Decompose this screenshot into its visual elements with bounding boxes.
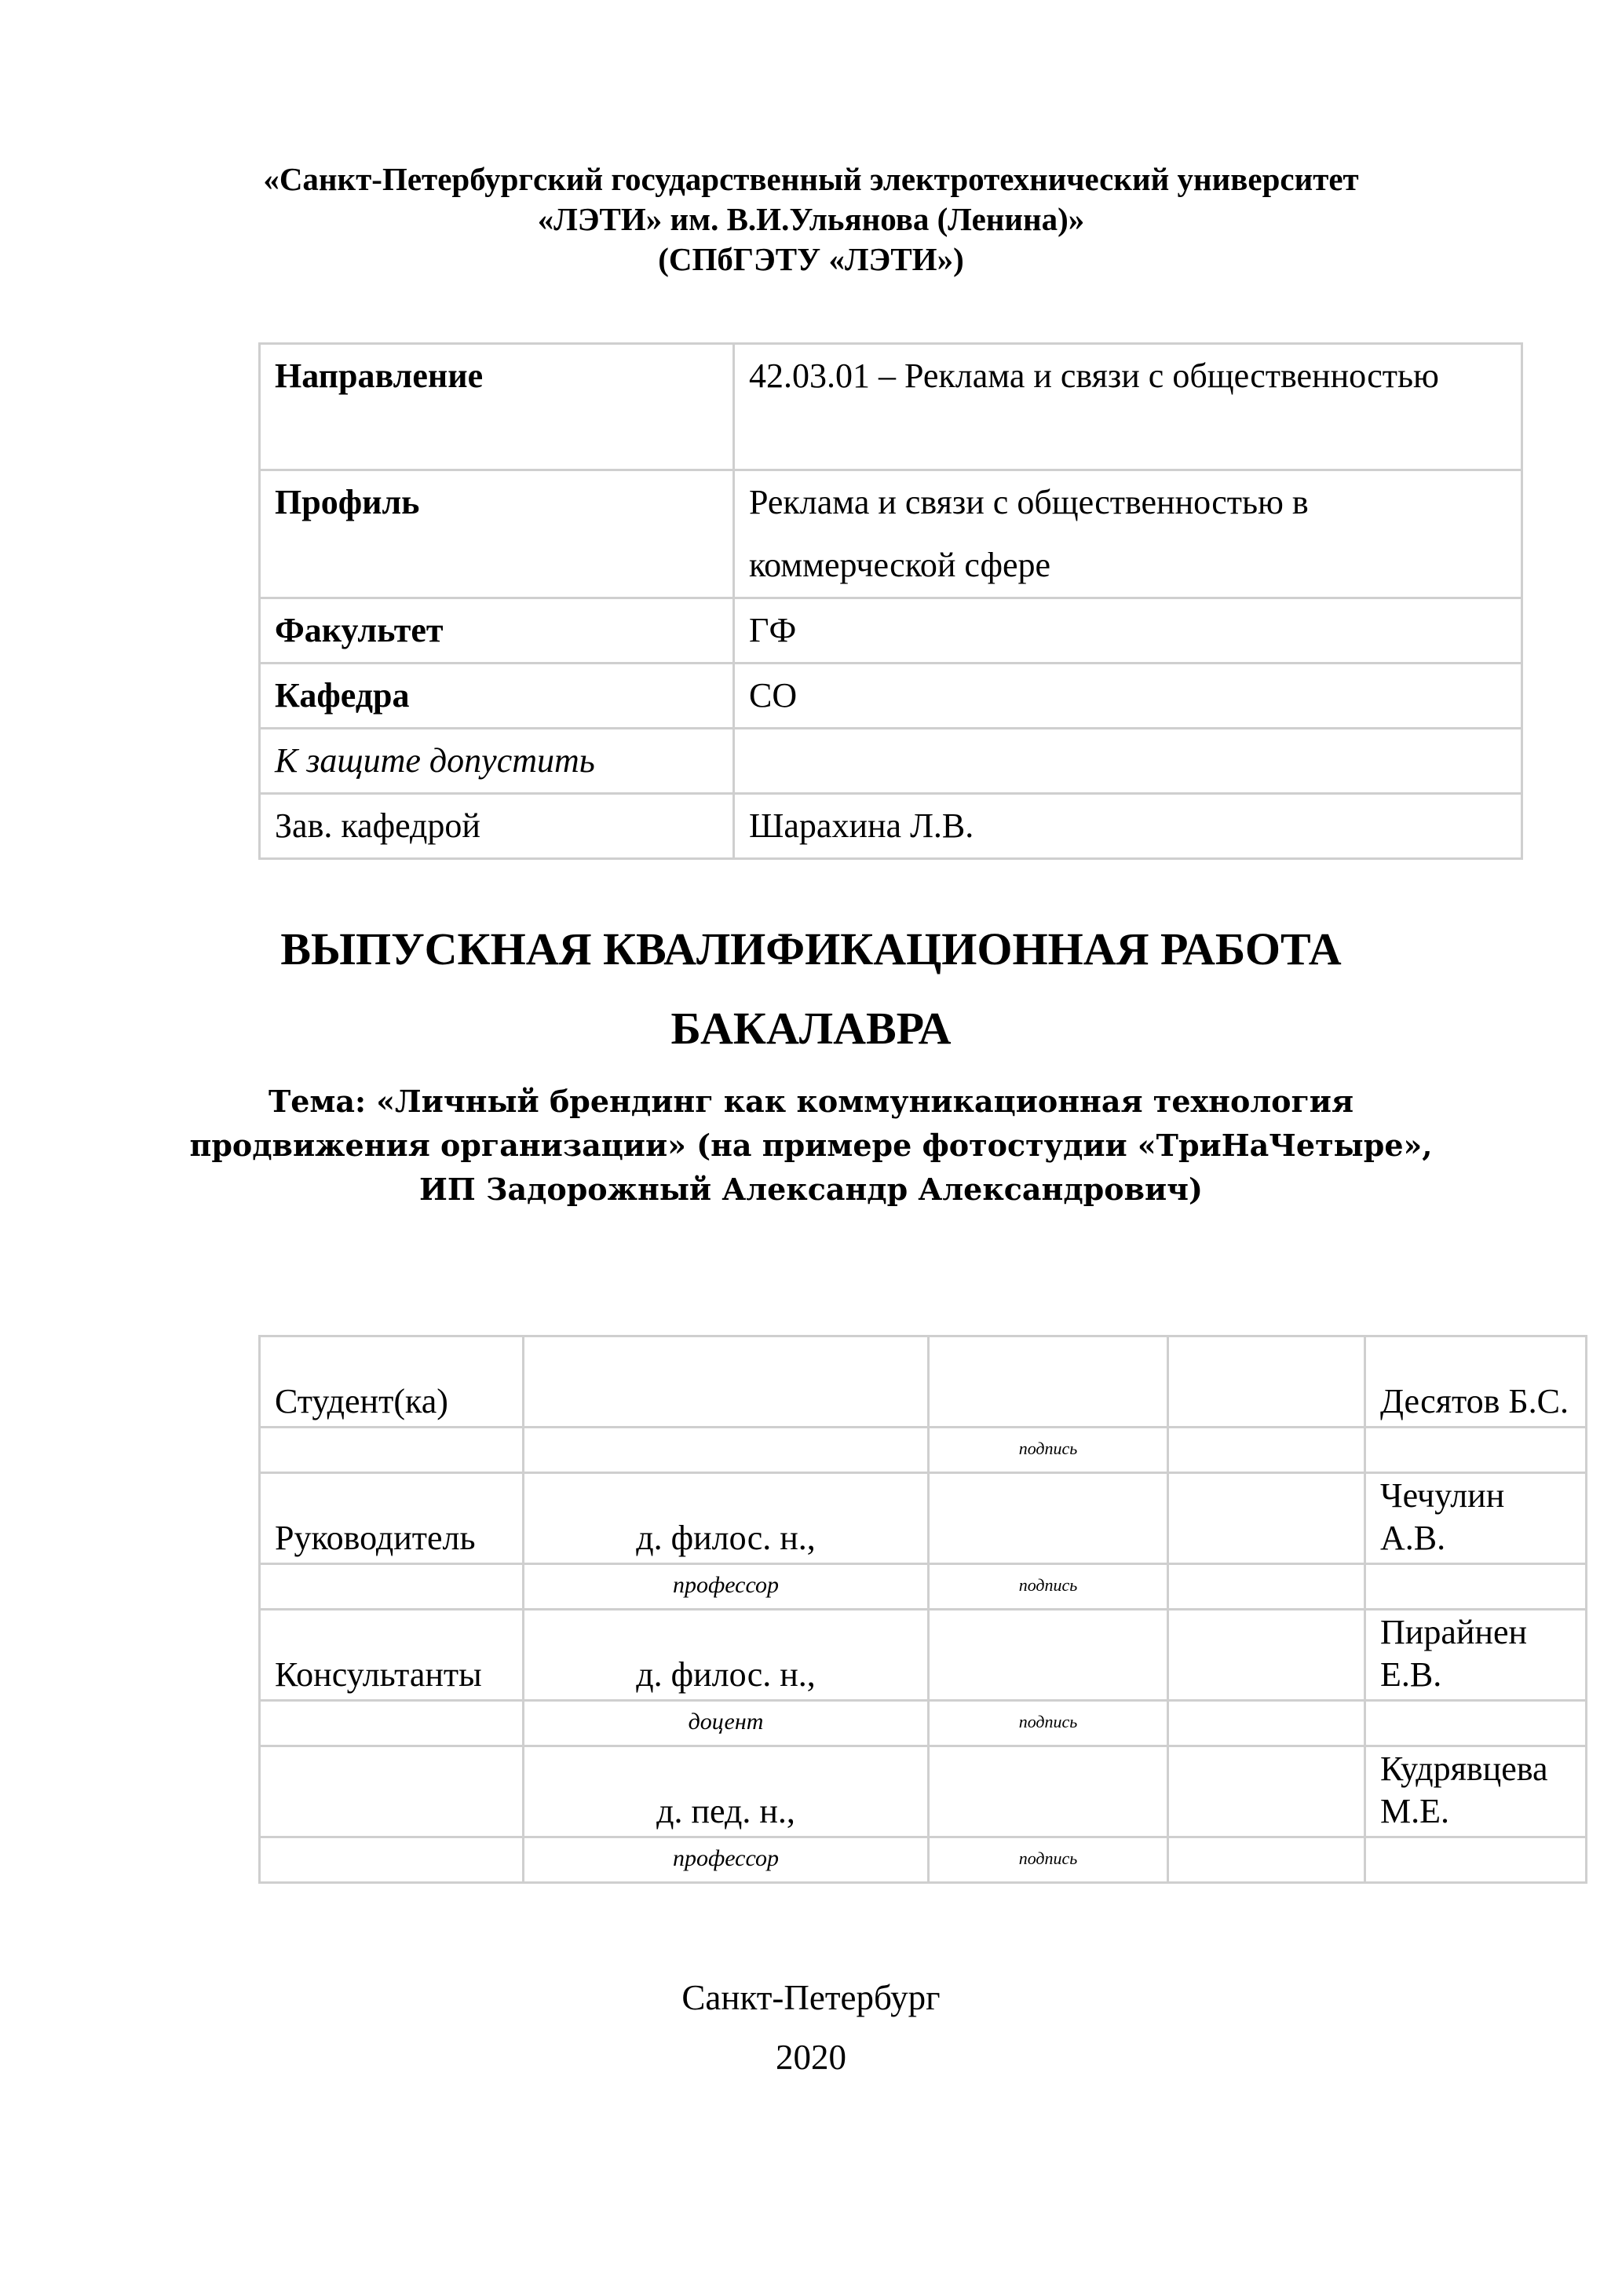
date-field <box>1168 1336 1365 1428</box>
header-line: «ЛЭТИ» им. В.И.Ульянова (Ленина)» <box>537 201 1085 237</box>
role-cell <box>260 1746 524 1837</box>
info-table <box>258 342 1523 860</box>
title-line: БАКАЛАВРА <box>670 1003 952 1054</box>
table-row <box>260 470 1522 598</box>
degree-cell: д. филос. н., <box>524 1473 929 1564</box>
label-cell: Зав. кафедрой <box>260 794 734 859</box>
signatures-table <box>258 1335 1587 1884</box>
table-row <box>260 729 1522 794</box>
header-line: (СПбГЭТУ «ЛЭТИ») <box>658 241 964 277</box>
table-row <box>260 794 1522 859</box>
document-title <box>0 909 1622 1068</box>
theme-line: Тема: «Личный брендинг как коммуникационная технология <box>268 1084 1354 1119</box>
table-row <box>260 1428 1587 1473</box>
date-field <box>1168 1746 1365 1837</box>
signature-field <box>929 1336 1168 1428</box>
role-cell: Консультанты <box>260 1610 524 1701</box>
theme-line: ИП Задорожный Александр Александрович) <box>419 1172 1203 1207</box>
role-cell: Студент(ка) <box>260 1336 524 1428</box>
degree-cell: д. филос. н., <box>524 1610 929 1701</box>
label-cell: Кафедра <box>260 664 734 729</box>
value-cell <box>734 729 1522 794</box>
label-cell: Факультет <box>260 598 734 664</box>
footer-year: 2020 <box>776 2038 846 2077</box>
table-row <box>260 1701 1587 1746</box>
date-field <box>1168 1473 1365 1564</box>
table-row <box>260 1336 1587 1428</box>
table-row <box>260 598 1522 664</box>
signature-field <box>929 1610 1168 1701</box>
value-cell: ГФ <box>734 598 1522 664</box>
name-cell: Десятов Б.С. <box>1365 1336 1587 1428</box>
label-cell: К защите допустить <box>260 729 734 794</box>
name-cell: Кудрявцева М.Е. <box>1365 1746 1587 1837</box>
table-row <box>260 1837 1587 1883</box>
header-line: «Санкт-Петербургский государственный электротехнический университет <box>263 161 1359 197</box>
value-cell: СО <box>734 664 1522 729</box>
signature-field <box>929 1746 1168 1837</box>
label-cell: Направление <box>260 344 734 470</box>
title-cell: профессор <box>524 1564 929 1610</box>
table-row <box>260 1473 1587 1564</box>
signature-label: подпись <box>929 1428 1168 1473</box>
value-cell: Шарахина Л.В. <box>734 794 1522 859</box>
title-cell: профессор <box>524 1837 929 1883</box>
degree-cell: д. пед. н., <box>524 1746 929 1837</box>
signature-field <box>929 1473 1168 1564</box>
signature-label: подпись <box>929 1564 1168 1610</box>
signature-label: подпись <box>929 1701 1168 1746</box>
footer-city: Санкт-Петербург <box>681 1978 941 2017</box>
table-row <box>260 344 1522 470</box>
signature-label: подпись <box>929 1837 1168 1883</box>
degree-cell <box>524 1336 929 1428</box>
value-cell: Реклама и связи с общественностью в коммерческой сфере <box>734 470 1522 598</box>
thesis-theme <box>0 1080 1622 1212</box>
label-cell: Профиль <box>260 470 734 598</box>
table-row <box>260 664 1522 729</box>
university-header <box>0 159 1622 280</box>
table-row <box>260 1746 1587 1837</box>
name-cell: Пирайнен Е.В. <box>1365 1610 1587 1701</box>
title-line: ВЫПУСКНАЯ КВАЛИФИКАЦИОННАЯ РАБОТА <box>280 923 1342 974</box>
theme-line: продвижения организации» (на примере фотостудии «ТриНаЧетыре», <box>189 1128 1433 1163</box>
table-row <box>260 1564 1587 1610</box>
date-field <box>1168 1610 1365 1701</box>
role-cell: Руководитель <box>260 1473 524 1564</box>
title-cell <box>524 1428 929 1473</box>
name-cell: Чечулин А.В. <box>1365 1473 1587 1564</box>
table-row <box>260 1610 1587 1701</box>
title-cell: доцент <box>524 1701 929 1746</box>
value-cell: 42.03.01 – Реклама и связи с общественностью <box>734 344 1522 470</box>
